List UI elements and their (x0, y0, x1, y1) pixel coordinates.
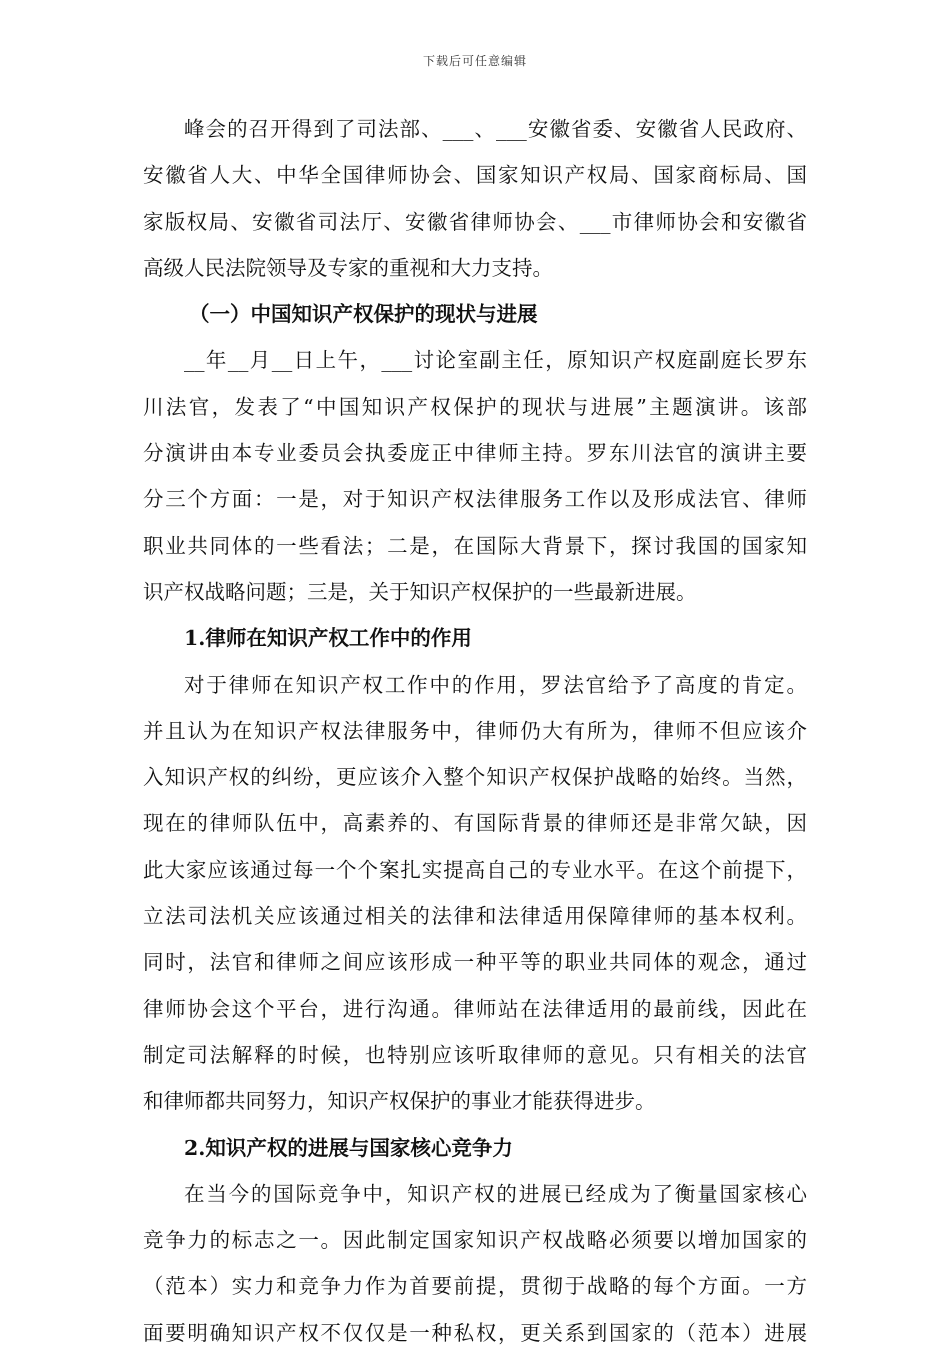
section-heading: （一）中国知识产权保护的现状与进展 (189, 302, 538, 327)
subsection-heading: 2.知识产权的进展与国家核心竞争力 (184, 1135, 513, 1160)
paragraph-line: 现在的律师队伍中，高素养的、有国际背景的律师还是非常欠缺，因 (143, 811, 807, 836)
paragraph-line: 立法司法机关应该通过相关的法律和法律适用保障律师的基本权利。 (143, 904, 807, 929)
paragraph-line: __年__月__日上午，___讨论室副主任，原知识产权庭副庭长罗东 (184, 348, 807, 373)
paragraph-line: 分演讲由本专业委员会执委庞正中律师主持。罗东川法官的演讲主要 (143, 441, 807, 466)
paragraph-line: 此大家应该通过每一个个案扎实提高自己的专业水平。在这个前提下， (143, 857, 807, 882)
paragraph-line: 安徽省人大、中华全国律师协会、国家知识产权局、国家商标局、国 (143, 163, 807, 188)
paragraph-line: 和律师都共同努力，知识产权保护的事业才能获得进步。 (143, 1089, 656, 1114)
paragraph-line: 家版权局、安徽省司法厅、安徽省律师协会、___市律师协会和安徽省 (143, 209, 807, 234)
paragraph-line: 对于律师在知识产权工作中的作用，罗法官给予了高度的肯定。 (184, 672, 807, 697)
paragraph-line: 分三个方面：一是，对于知识产权法律服务工作以及形成法官、律师 (143, 487, 807, 512)
paragraph-line: 高级人民法院领导及专家的重视和大力支持。 (143, 255, 553, 280)
subsection-heading: 1.律师在知识产权工作中的作用 (184, 626, 472, 651)
paragraph-line: 川法官，发表了“中国知识产权保护的现状与进展”主题演讲。该部 (143, 394, 807, 419)
paragraph-line: 在当今的国际竞争中，知识产权的进展已经成为了衡量国家核心 (184, 1181, 807, 1206)
paragraph-line: 同时，法官和律师之间应该形成一种平等的职业共同体的观念，通过 (143, 950, 807, 975)
document-body (143, 106, 807, 1356)
paragraph-line: 峰会的召开得到了司法部、___、___安徽省委、安徽省人民政府、 (184, 117, 807, 141)
paragraph-line: 面要明确知识产权不仅仅是一种私权，更关系到国家的（范本）进展 (143, 1320, 807, 1345)
paragraph-line: 入知识产权的纠纷，更应该介入整个知识产权保护战略的始终。当然， (143, 765, 807, 790)
paragraph-line: 职业共同体的一些看法；二是，在国际大背景下，探讨我国的国家知 (143, 533, 807, 558)
paragraph-line: 竞争力的标志之一。因此制定国家知识产权战略必须要以增加国家的 (143, 1228, 807, 1253)
paragraph-line: 并且认为在知识产权法律服务中，律师仍大有所为，律师不但应该介 (143, 718, 807, 743)
page-header-note: 下载后可任意编辑 (422, 54, 527, 68)
paragraph-line: 制定司法解释的时候，也特别应该听取律师的意见。只有相关的法官 (143, 1042, 807, 1067)
paragraph-line: 律师协会这个平台，进行沟通。律师站在法律适用的最前线，因此在 (143, 996, 807, 1021)
paragraph-line: 识产权战略问题；三是，关于知识产权保护的一些最新进展。 (143, 579, 697, 604)
paragraph-line: （范本）实力和竞争力作为首要前提，贯彻于战略的每个方面。一方 (143, 1274, 807, 1299)
